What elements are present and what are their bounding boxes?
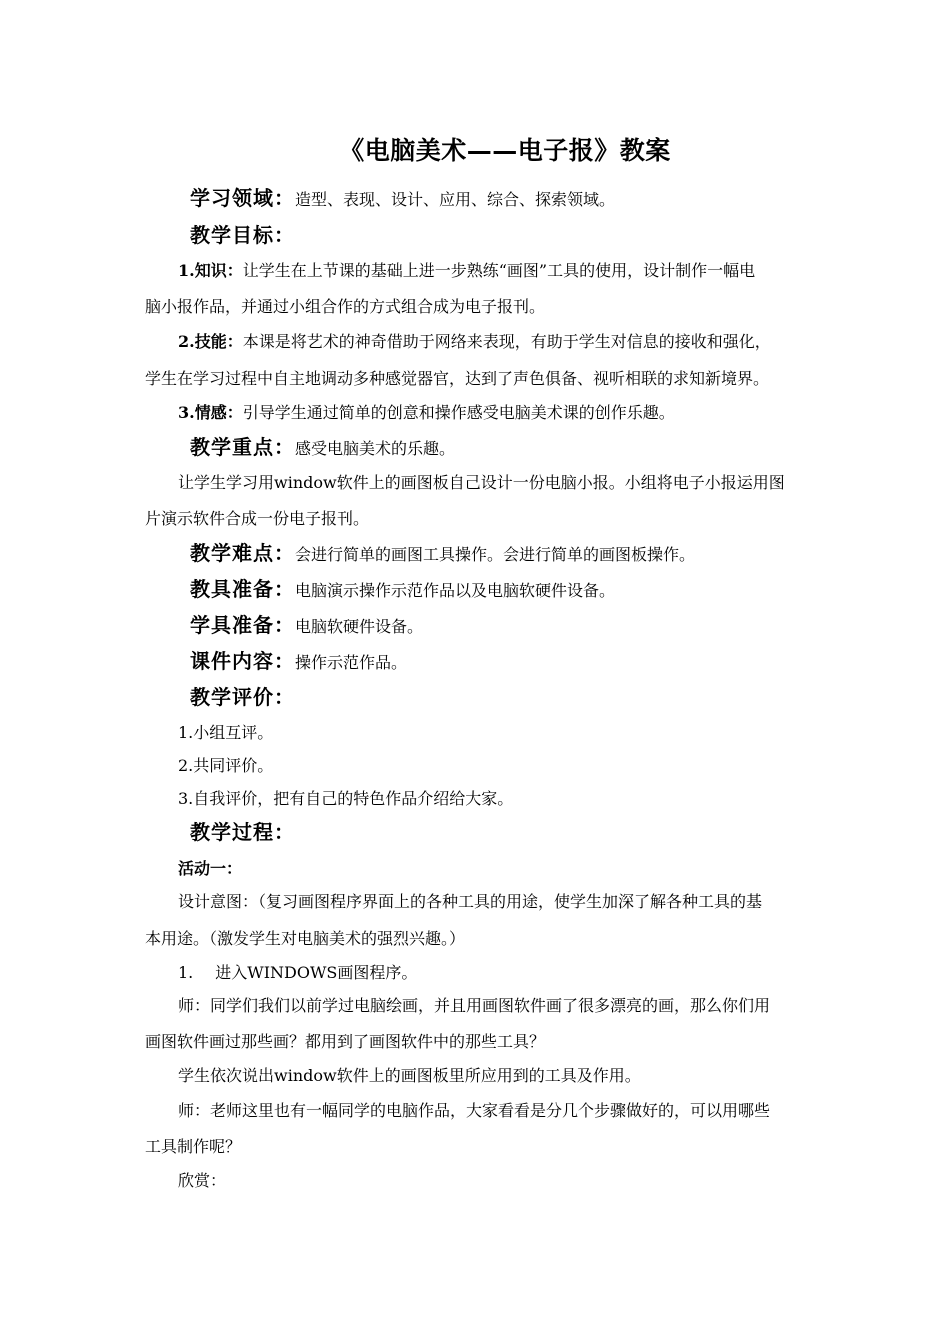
field-section (190, 187, 855, 211)
teacher-tools-heading: 教具准备： (190, 577, 295, 601)
courseware-text: 操作示范作品。 (295, 653, 408, 672)
objectives-heading: 教学目标： (190, 223, 295, 247)
objective-knowledge-line1 (178, 260, 843, 282)
intent-line2: 本用途。（激发学生对电脑美术的强烈兴趣。） (145, 929, 466, 948)
appreciate-line: 欣赏： (178, 1171, 227, 1190)
process-section (190, 821, 855, 845)
document-title: 《电脑美术——电子报》教案 (339, 136, 671, 165)
difficulty-heading: 教学难点： (190, 541, 295, 565)
step1-number: 1. (178, 963, 194, 982)
teacher-tools-section (190, 578, 855, 602)
key-point-text: 感受电脑美术的乐趣。 (295, 439, 456, 458)
evaluation-item: 3.自我评价，把有自己的特色作品介绍给大家。 (178, 789, 514, 808)
objective-knowledge-line2: 脑小报作品，并通过小组合作的方式组合成为电子报刊。 (145, 297, 546, 316)
teacher1-line2: 画图软件画过那些画？都用到了画图软件中的那些工具？ (145, 1032, 546, 1051)
skill-label: 2.技能： (178, 332, 243, 351)
student-tools-text: 电脑软硬件设备。 (295, 617, 424, 636)
teacher2-line1: 师：老师这里也有一幅同学的电脑作品，大家看看是分几个步骤做好的，可以用哪些 (178, 1101, 771, 1120)
student1-line: 学生依次说出window软件上的画图板里所应用到的工具及作用。 (178, 1066, 641, 1085)
knowledge-label: 1.知识： (178, 261, 243, 280)
difficulty-text: 会进行简单的画图工具操作。会进行简单的画图板操作。 (295, 545, 696, 564)
objective-skill-line2: 学生在学习过程中自主地调动多种感觉器官，达到了声色俱备、视听相联的求知新境界。 (145, 369, 770, 388)
courseware-section (190, 650, 855, 674)
objectives-section (190, 224, 855, 248)
courseware-heading: 课件内容： (190, 649, 295, 673)
student-tools-section (190, 614, 855, 638)
step1-line (178, 962, 843, 984)
objective-emotion-line1 (178, 402, 843, 424)
student-tools-heading: 学具准备： (190, 613, 295, 637)
key-point-section (190, 436, 855, 460)
intent-line1: 设计意图：（复习画图程序界面上的各种工具的用途，使学生加深了解各种工具的基 (178, 892, 763, 911)
process-heading: 教学过程： (190, 820, 295, 844)
knowledge-text-1: 让学生在上节课的基础上进一步熟练“画图”工具的使用，设计制作一幅电 (242, 261, 756, 280)
emotion-text-1: 引导学生通过简单的创意和操作感受电脑美术课的创作乐趣。 (242, 403, 675, 422)
evaluation-item: 2.共同评价。 (178, 756, 274, 775)
teacher2-line2: 工具制作呢？ (145, 1137, 242, 1156)
activity-label: 活动一： (178, 859, 243, 878)
teacher-tools-text: 电脑演示操作示范作品以及电脑软硬件设备。 (295, 581, 616, 600)
field-text: 造型、表现、设计、应用、综合、探索领域。 (295, 190, 616, 209)
key-point-para-line1: 让学生学习用window软件上的画图板自己设计一份电脑小报。小组将电子小报运用图 (178, 473, 785, 492)
evaluation-section (190, 686, 855, 710)
teacher1-line1: 师：同学们我们以前学过电脑绘画，并且用画图软件画了很多漂亮的画，那么你们用 (178, 996, 771, 1015)
difficulty-section (190, 542, 855, 566)
objective-skill-line1 (178, 331, 843, 353)
key-point-heading: 教学重点： (190, 435, 295, 459)
evaluation-heading: 教学评价： (190, 685, 295, 709)
emotion-label: 3.情感： (178, 403, 243, 422)
evaluation-item: 1.小组互评。 (178, 723, 274, 742)
step1-text: 进入WINDOWS画图程序。 (215, 963, 418, 982)
key-point-para-line2: 片演示软件合成一份电子报刊。 (145, 509, 370, 528)
skill-text-1: 本课是将艺术的神奇借助于网络来表现，有助于学生对信息的接收和强化， (242, 332, 771, 351)
field-heading: 学习领域： (190, 186, 295, 210)
